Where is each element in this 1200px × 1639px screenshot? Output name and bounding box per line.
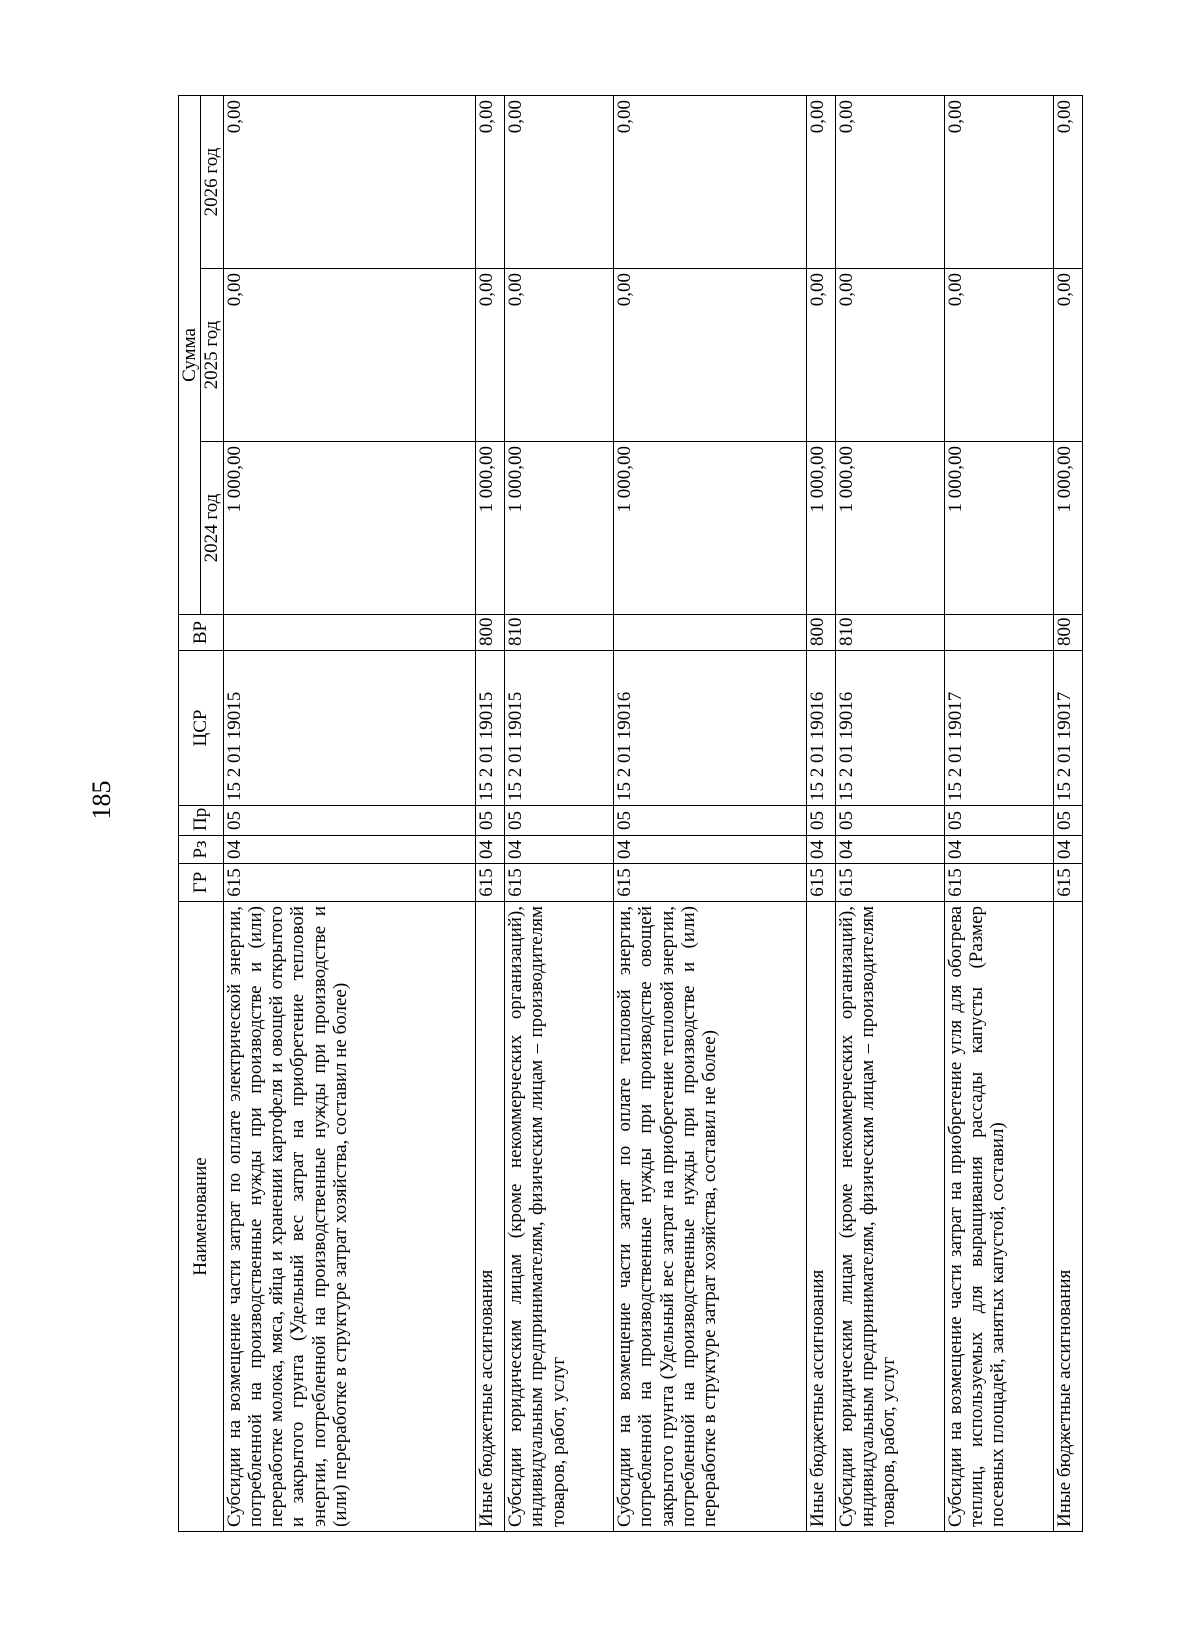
table-row [476, 96, 505, 1532]
row-rz: 04 [505, 836, 614, 864]
row-gr: 615 [505, 864, 614, 902]
row-2024: 1 000,00 [614, 442, 807, 615]
row-rz: 04 [835, 836, 944, 864]
row-2025: 0,00 [505, 269, 614, 442]
row-name: Субсидии на возмещение части затрат на приобретение угля для обогрева теплиц, используемых для выращивания рассады капусты (Размер посевных площадей, занятых капустой, составил) [944, 902, 1053, 1532]
row-csr: 15 2 01 19016 [835, 651, 944, 806]
row-csr: 15 2 01 19016 [806, 651, 835, 806]
row-2024: 1 000,00 [944, 442, 1053, 615]
row-2025: 0,00 [476, 269, 505, 442]
row-rz: 04 [223, 836, 476, 864]
row-pr: 05 [806, 806, 835, 836]
row-2026: 0,00 [614, 96, 807, 269]
row-rz: 04 [614, 836, 807, 864]
row-pr: 05 [1054, 806, 1083, 836]
row-gr: 615 [476, 864, 505, 902]
row-vr [614, 615, 807, 651]
row-gr: 615 [614, 864, 807, 902]
row-gr: 615 [806, 864, 835, 902]
row-pr: 05 [614, 806, 807, 836]
budget-table [178, 95, 1083, 1532]
row-name: Субсидии юридическим лицам (кроме некоммерческих организаций), индивидуальным предпринимателям, физическим лицам – производителям товаров, работ, услуг [505, 902, 614, 1532]
row-vr: 810 [505, 615, 614, 651]
row-gr: 615 [835, 864, 944, 902]
row-2025: 0,00 [835, 269, 944, 442]
table-row [835, 96, 944, 1532]
row-pr: 05 [505, 806, 614, 836]
row-2026: 0,00 [1054, 96, 1083, 269]
row-2024: 1 000,00 [476, 442, 505, 615]
row-2024: 1 000,00 [223, 442, 476, 615]
header-year-2024: 2024 год [201, 442, 223, 615]
row-2026: 0,00 [505, 96, 614, 269]
row-vr [223, 615, 476, 651]
row-csr: 15 2 01 19017 [1054, 651, 1083, 806]
table-row [944, 96, 1053, 1532]
row-vr: 800 [1054, 615, 1083, 651]
row-name: Субсидии на возмещение части затрат по оплате электрической энергии, потребленной на производственные нужды при производстве и (или) переработке молока, мяса, яйца и хранении картофеля и овощей открытого и закрытого грунта (Удельный вес затрат на приобретение тепловой энергии, потребленной на производственные нужды при производстве и (или) переработке в структуре затрат хозяйства, составил не более) [223, 902, 476, 1532]
table-row [505, 96, 614, 1532]
row-pr: 05 [476, 806, 505, 836]
row-2024: 1 000,00 [1054, 442, 1083, 615]
row-2025: 0,00 [944, 269, 1053, 442]
row-2026: 0,00 [223, 96, 476, 269]
row-pr: 05 [835, 806, 944, 836]
row-name: Иные бюджетные ассигнования [476, 902, 505, 1532]
row-gr: 615 [223, 864, 476, 902]
table-row [1054, 96, 1083, 1532]
row-csr: 15 2 01 19017 [944, 651, 1053, 806]
row-2025: 0,00 [614, 269, 807, 442]
header-rz: Рз [179, 836, 224, 864]
table-row [614, 96, 807, 1532]
row-2026: 0,00 [944, 96, 1053, 269]
row-vr [944, 615, 1053, 651]
row-csr: 15 2 01 19015 [505, 651, 614, 806]
row-csr: 15 2 01 19015 [223, 651, 476, 806]
header-name: Наименование [179, 902, 224, 1532]
row-2026: 0,00 [806, 96, 835, 269]
header-year-2026: 2026 год [201, 96, 223, 269]
row-name: Субсидии юридическим лицам (кроме некоммерческих организаций), индивидуальным предпринимателям, физическим лицам – производителям товаров, работ, услуг [835, 902, 944, 1532]
row-2025: 0,00 [223, 269, 476, 442]
header-pr: Пр [179, 806, 224, 836]
row-gr: 615 [944, 864, 1053, 902]
header-csr: ЦСР [179, 651, 224, 806]
page-number: 185 [87, 780, 116, 820]
row-name: Иные бюджетные ассигнования [806, 902, 835, 1532]
row-2026: 0,00 [476, 96, 505, 269]
row-rz: 04 [944, 836, 1053, 864]
row-2025: 0,00 [1054, 269, 1083, 442]
table-row [806, 96, 835, 1532]
table-row [223, 96, 476, 1532]
header-year-2025: 2025 год [201, 269, 223, 442]
row-2024: 1 000,00 [806, 442, 835, 615]
row-vr: 800 [476, 615, 505, 651]
row-csr: 15 2 01 19015 [476, 651, 505, 806]
header-gr: ГР [179, 864, 224, 902]
row-gr: 615 [1054, 864, 1083, 902]
row-2026: 0,00 [835, 96, 944, 269]
row-rz: 04 [1054, 836, 1083, 864]
row-rz: 04 [806, 836, 835, 864]
row-2024: 1 000,00 [835, 442, 944, 615]
row-pr: 05 [223, 806, 476, 836]
row-csr: 15 2 01 19016 [614, 651, 807, 806]
rotated-table-container [178, 95, 1083, 1532]
header-sum: Сумма [179, 96, 201, 615]
header-vr: ВР [179, 615, 224, 651]
row-name: Иные бюджетные ассигнования [1054, 902, 1083, 1532]
row-pr: 05 [944, 806, 1053, 836]
row-2024: 1 000,00 [505, 442, 614, 615]
row-vr: 810 [835, 615, 944, 651]
row-2025: 0,00 [806, 269, 835, 442]
row-rz: 04 [476, 836, 505, 864]
row-name: Субсидии на возмещение части затрат по оплате тепловой энергии, потребленной на производственные нужды при производстве овощей закрытого грунта (Удельный вес затрат на приобретение тепловой энергии, потребленной на производственные нужды при производстве и (или) переработке в структуре затрат хозяйства, составил не более) [614, 902, 807, 1532]
row-vr: 800 [806, 615, 835, 651]
